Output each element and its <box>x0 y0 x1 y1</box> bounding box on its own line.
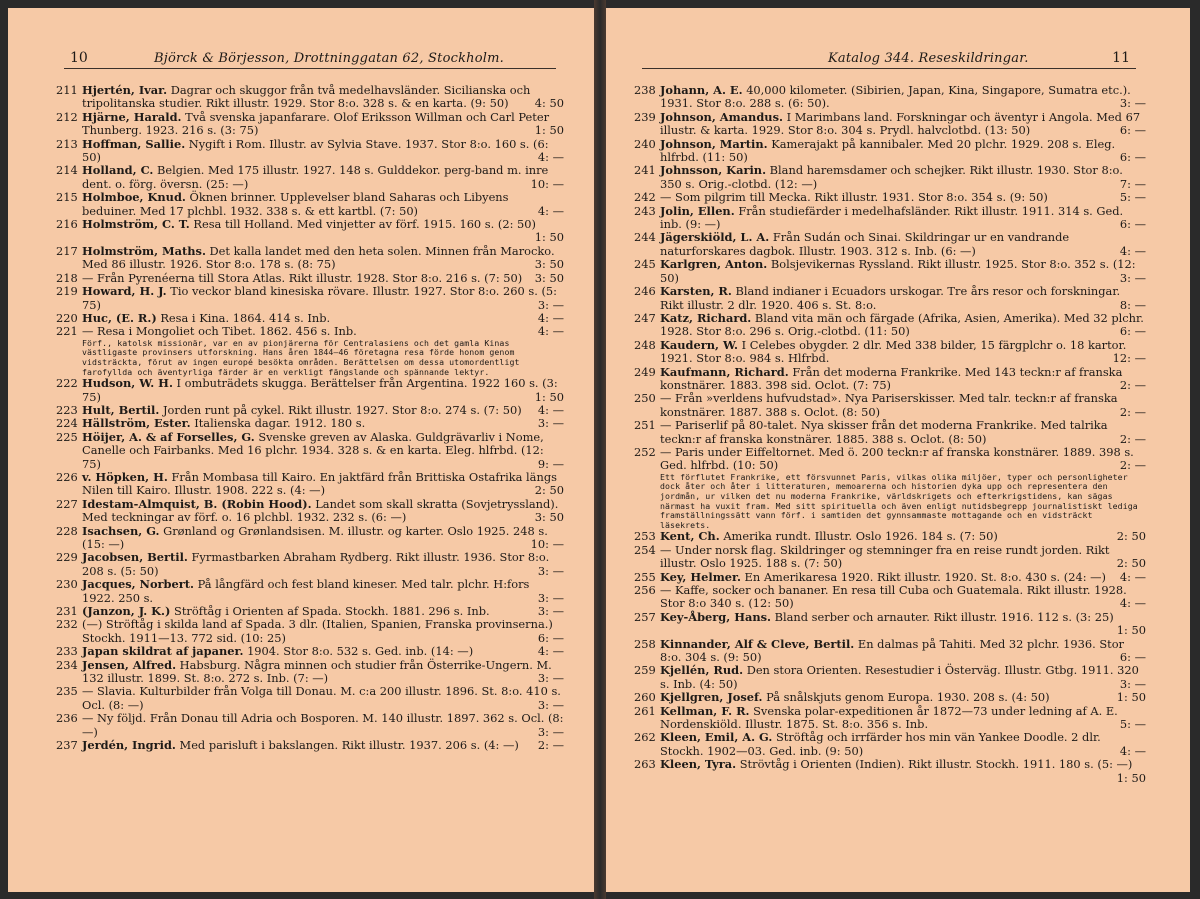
entry-description: Resa i Kina. 1864. 414 s. Inb. <box>160 310 331 325</box>
entry-number: 237 <box>56 738 78 753</box>
entry-price: 4: — <box>537 150 564 165</box>
entry-description: Amerika rundt. Illustr. Oslo 1926. 184 s. (7: 50) <box>723 529 998 544</box>
catalog-entry <box>56 325 564 338</box>
entry-description: Tio veckor bland kinesiska rövare. Illustr. 1927. Stor 8:o. 260 s. (5: 75) <box>82 284 558 312</box>
entry-price: 2: — <box>1119 458 1146 473</box>
entry-author: v. Höpken, H. <box>82 469 168 484</box>
entry-description: I ombuträdets skugga. Berättelser från Argentina. 1922 160 s. (3: 75) <box>82 376 558 404</box>
catalog-entry <box>56 84 564 111</box>
catalog-entry <box>56 191 564 218</box>
entry-price: 3: — <box>537 724 564 739</box>
entry-description: — Som pilgrim till Mecka. Rikt illustr. 1931. Stor 8:o. 354 s. (9: 50) <box>660 190 1048 205</box>
entry-description: Landet som skall skratta (Sovjetryssland). Med teckningar av förf. o. 16 plchbl. 1932. 232 s. (6: —) <box>82 496 559 525</box>
catalog-entry <box>56 525 564 552</box>
entry-price: 3: — <box>537 590 564 605</box>
entry-author: (Janzon, J. K.) <box>82 604 171 618</box>
entry-description: Svenska polar-expeditionen år 1872—73 under ledning af A. E. Nordenskiöld. Illustr. 1875. St. 8:o. 356 s. Inb. <box>660 703 1118 732</box>
entry-description: — Ny följd. Från Donau till Adria och Bosporen. M. 140 illustr. 1897. 362 s. Ocl. (8: —) <box>82 711 564 739</box>
entry-number: 234 <box>56 657 78 672</box>
entry-number: 225 <box>56 429 78 444</box>
left-page-header <box>64 48 556 69</box>
entry-author: Karsten, R. <box>660 284 732 299</box>
entry-description: På långfärd och fest bland kineser. Med talr. plchr. H:fors 1922. 250 s. <box>82 577 530 605</box>
catalog-entry <box>56 272 564 285</box>
entry-number: 215 <box>56 190 78 205</box>
entry-price: 1: 50 <box>1116 770 1146 785</box>
entry-price: 3: — <box>537 297 564 312</box>
entry-number: 217 <box>56 243 78 258</box>
entry-price: 4: — <box>1119 243 1146 258</box>
entry-description: Resa till Holland. Med vinjetter av förf. 1915. 160 s. (2: 50) <box>193 217 536 232</box>
entry-author: Japan skildrat af japaner. <box>82 644 244 659</box>
entry-price: 5: — <box>1119 190 1146 205</box>
entry-author: Howard, H. J. <box>82 284 167 299</box>
entry-number: 221 <box>56 324 78 339</box>
entry-price: 2: — <box>1119 431 1146 446</box>
catalog-entry <box>634 392 1146 419</box>
entry-description: Jorden runt på cykel. Rikt illustr. 1927. Stor 8:o. 274 s. (7: 50) <box>162 402 522 417</box>
entry-price: 4: — <box>1119 569 1146 584</box>
entry-number: 249 <box>634 364 656 379</box>
entry-number: 214 <box>56 163 78 178</box>
entry-price: 12: — <box>1112 351 1146 366</box>
entry-price: 6: — <box>1119 123 1146 138</box>
catalog-entry <box>56 377 564 404</box>
running-head: Björck & Börjesson, Drottninggatan 62, Stockholm. <box>154 51 504 66</box>
entry-author: Kaufmann, Richard. <box>660 364 789 379</box>
entry-description: Bland indianer i Ecuadors urskogar. Tre års resor och forskningar. Rikt illustr. 2 dlr. 1920. 406 s. St. 8:o. <box>660 284 1121 312</box>
entry-price: 9: — <box>537 456 564 471</box>
catalog-entry <box>634 258 1146 285</box>
book-gutter <box>594 0 606 899</box>
entry-description: Med parisluft i bakslangen. Rikt illustr. 1937. 206 s. (4: —) <box>179 738 519 753</box>
entry-description: Kamerajakt på kannibaler. Med 20 plchr. 1929. 208 s. Eleg. hlfrbd. (11: 50) <box>660 136 1116 165</box>
entry-price: 5: — <box>1119 717 1146 732</box>
catalog-entry <box>56 739 564 752</box>
catalog-entry <box>56 471 564 498</box>
entry-price: 2: 50 <box>1116 529 1146 544</box>
entry-number: 256 <box>634 582 656 597</box>
entry-author: Kleen, Tyra. <box>660 757 737 772</box>
catalog-entry <box>634 611 1146 638</box>
entry-price: 6: — <box>1119 650 1146 664</box>
entry-number: 263 <box>634 757 656 772</box>
entry-description: Från Sudán och Sinai. Skildringar ur en vandrande naturforskares dagbok. Illustr. 1903. 312 s. Inb. (6: —) <box>660 230 1070 258</box>
entry-author: Jerdén, Ingrid. <box>82 738 176 753</box>
entry-price: 4: — <box>1119 596 1146 611</box>
entry-author: Holmström, C. T. <box>82 217 190 232</box>
page-number: 10 <box>70 50 88 66</box>
entry-author: Johnson, Martin. <box>660 136 768 151</box>
entry-description: Bland vita män och färgade (Afrika, Asien, Amerika). Med 32 plchr. 1928. Stor 8:o. 296 s. Orig.-clotbd. (11: 50) <box>660 310 1144 339</box>
entry-description: — Från »verldens hufvudstad». Nya Pariserskisser. Med talr. teckn:r af franska konstnärer. 1887. 388 s. Oclot. (8: 50) <box>660 391 1118 419</box>
entry-author: Holmboe, Knud. <box>82 190 186 205</box>
catalog-entry <box>56 431 564 471</box>
entry-price: 2: — <box>1119 377 1146 392</box>
entry-author: Holmström, Maths. <box>82 243 206 258</box>
entry-price: 4: 50 <box>534 96 564 111</box>
entry-list <box>56 84 564 752</box>
entry-author: Hult, Bertil. <box>82 402 160 417</box>
entry-description: 1904. Stor 8:o. 532 s. Ged. inb. (14: —) <box>247 644 474 659</box>
entry-author: Kellman, F. R. <box>660 703 750 718</box>
entry-price: 4: — <box>537 644 564 659</box>
catalog-entry <box>634 191 1146 204</box>
entry-price: 1: 50 <box>1116 690 1146 705</box>
entry-description: På snålskjuts genom Europa. 1930. 208 s. (4: 50) <box>766 690 1050 705</box>
catalog-entry <box>634 111 1146 138</box>
entry-number: 233 <box>56 644 78 659</box>
entry-description: Den stora Orienten. Resestudier i Österväg. Illustr. Gtbg. 1911. 320 s. Inb. (4: 50) <box>660 663 1139 691</box>
entry-author: Isachsen, G. <box>82 523 160 538</box>
entry-number: 211 <box>56 83 78 97</box>
entry-number: 227 <box>56 496 78 511</box>
entry-description: 40,000 kilometer. (Sibirien, Japan, Kina, Singapore, Sumatra etc.). 1931. Stor 8:o. 288 s. (6: 50). <box>660 83 1131 111</box>
entry-author: Jensen, Alfred. <box>82 657 177 672</box>
catalog-entry <box>634 638 1146 665</box>
entry-author: Kjellén, Rud. <box>660 663 744 678</box>
entry-price: 8: — <box>1119 297 1146 312</box>
catalog-entry <box>56 551 564 578</box>
entry-author: Kaudern, W. <box>660 337 738 352</box>
catalog-entry <box>56 498 564 525</box>
catalog-entry <box>56 618 564 645</box>
entry-note: Ett förflutet Frankrike, ett försvunnet Paris, vilkas olika miljöer, typer och personligheter dock åter och åter i litteraturen, memoarerna och historien dyka upp och representera den jordmån, ur vilken det nu moderna Frankrike, världskrigets och efterkrigstidens, kan sägas närmast ha vuxit fram. Med sitt spirituella och även enligt nutidsbegrepp journalistiskt lediga framställningssätt vann förf. i samtiden det gynnsammaste mottagande och en vidsträckt läsekrets. <box>660 471 1138 530</box>
entry-number: 248 <box>634 337 656 352</box>
entry-description: — Under norsk flag. Skildringer og stemninger fra en reise rundt jorden. Rikt illustr. Oslo 1925. 188 s. (7: 50) <box>660 542 1110 571</box>
entry-number: 223 <box>56 402 78 417</box>
entry-description: — Kaffe, socker och bananer. En resa till Cuba och Guatemala. Rikt illustr. 1928. Stor 8:o 340 s. (12: 50) <box>660 582 1127 611</box>
catalog-entry <box>634 339 1146 366</box>
entry-number: 219 <box>56 284 78 299</box>
entry-price: 2: 50 <box>534 483 564 498</box>
catalog-entry <box>634 285 1146 312</box>
right-page-header <box>642 48 1136 69</box>
entry-price: 4: — <box>537 310 564 325</box>
catalog-entry <box>56 312 564 325</box>
entry-price: 4: — <box>1119 743 1146 758</box>
entry-number: 251 <box>634 418 656 433</box>
entry-author: Hällström, Ester. <box>82 416 191 431</box>
entry-price: 3: — <box>1119 676 1146 691</box>
entry-description: Det kalla landet med den heta solen. Minnen från Marocko. Med 86 illustr. 1926. Stor 8:o. 178 s. (8: 75) <box>82 243 555 272</box>
catalog-entry <box>634 84 1146 111</box>
entry-description: Öknen brinner. Upplevelser bland Saharas och Libyens beduiner. Med 17 plchbl. 1932. 338 s. & ett kartbl. (7: 50) <box>82 190 509 218</box>
entry-author: Kjellgren, Josef. <box>660 690 763 705</box>
entry-author: Hjärne, Harald. <box>82 109 182 124</box>
entry-author: Jacobsen, Bertil. <box>82 550 188 565</box>
entry-price: 2: — <box>1119 404 1146 419</box>
catalog-entry <box>56 712 564 739</box>
entry-description: Ströftåg i Orienten af Spada. Stockh. 1881. 296 s. Inb. <box>174 604 490 618</box>
entry-number: 243 <box>634 203 656 218</box>
entry-price: 6: — <box>1119 324 1146 339</box>
catalog-entry <box>56 578 564 605</box>
entry-note: Förf., katolsk missionär, var en av pionjärerna för Centralasiens och det gamla Kinas västligaste provinsers utforskning. Hans åren 1844—46 företagna resa förde honom genom vidsträckta, förut av ingen europé besökta områden. Berättelsen om dessa utomordentligt farofyllda och äventyrliga färder är en verkligt fängslande och spännande lektyr. <box>82 337 520 377</box>
entry-number: 235 <box>56 684 78 699</box>
entry-description: Bland haremsdamer och schejker. Rikt illustr. 1930. Stor 8:o. 350 s. Orig.-clotbd. (12: —) <box>660 163 1123 191</box>
catalog-entry <box>634 584 1146 611</box>
entry-price: 3: — <box>1119 270 1146 285</box>
entry-author: Hoffman, Sallie. <box>82 136 186 151</box>
entry-description: — Från Pyrenéerna till Stora Atlas. Rikt illustr. 1928. Stor 8:o. 216 s. (7: 50) <box>82 270 523 285</box>
entry-author: Huc, (E. R.) <box>82 310 157 325</box>
catalog-entry <box>634 446 1146 473</box>
catalog-entry <box>56 417 564 430</box>
entry-number: 216 <box>56 217 78 232</box>
entry-price: 7: — <box>1119 176 1146 191</box>
left-page <box>8 8 594 892</box>
entry-number: 224 <box>56 416 78 431</box>
entry-description: Ströftåg och irrfärder hos min vän Yankee Doodle. 2 dlr. Stockh. 1902—03. Ged. inb. (9: 50) <box>660 730 1101 758</box>
entry-price: 1: 50 <box>534 123 564 138</box>
entry-number: 231 <box>56 604 78 618</box>
catalog-entry <box>634 664 1146 691</box>
entry-description: Italienska dagar. 1912. 180 s. <box>194 416 366 431</box>
entry-description: Dagrar och skuggor från två medelhavsländer. Sicilianska och tripolitanska studier. Rikt illustr. 1929. Stor 8:o. 328 s. & en karta. (9: 50) <box>82 83 531 111</box>
entry-description: Svenske greven av Alaska. Guldgrävarliv i Nome, Canelle och Fairbanks. Med 16 plchr. 1934. 328 s. & en karta. Eleg. hlfrbd. (12: 75) <box>82 429 544 471</box>
entry-author: Hudson, W. H. <box>82 376 173 391</box>
entry-description: (—) Ströftåg i skilda land af Spada. 3 dlr. (Italien, Spanien, Franska provinserna.) Stockh. 1911—13. 772 sid. (10: 25) <box>82 617 553 645</box>
entry-description: Fyrmastbarken Abraham Rydberg. Rikt illustr. 1936. Stor 8:o. 208 s. (5: 50) <box>82 550 550 578</box>
entry-price: 3: — <box>537 604 564 618</box>
entry-number: 228 <box>56 523 78 538</box>
entry-number: 236 <box>56 711 78 726</box>
entry-price: 4: — <box>537 203 564 218</box>
entry-description: Belgien. Med 175 illustr. 1927. 148 s. Gulddekor. perg-band m. inre dent. o. förg. översn. (25: —) <box>82 163 549 191</box>
entry-description: I Marimbans land. Forskningar och äventyr i Angola. Med 67 illustr. & karta. 1929. Stor 8:o. 304 s. Prydl. halvclotbd. (13: 50) <box>660 109 1141 138</box>
entry-author: Höijer, A. & af Forselles, G. <box>82 429 255 444</box>
running-head: Katalog 344. Reseskildringar. <box>828 51 1029 66</box>
catalog-entry <box>56 645 564 658</box>
entry-description: — Resa i Mongoliet och Tibet. 1862. 456 s. Inb. <box>82 324 357 339</box>
entry-author: Key, Helmer. <box>660 569 741 584</box>
entry-number: 240 <box>634 136 656 151</box>
entry-price: 4: — <box>537 324 564 339</box>
right-page <box>606 8 1190 892</box>
entry-price: 1: 50 <box>1116 623 1146 638</box>
entry-number: 245 <box>634 257 656 272</box>
entry-number: 241 <box>634 163 656 178</box>
entry-author: Karlgren, Anton. <box>660 257 768 272</box>
catalog-entry <box>634 758 1146 785</box>
entry-author: Kleen, Emil, A. G. <box>660 730 773 745</box>
catalog-entry <box>56 285 564 312</box>
entry-number: 222 <box>56 376 78 391</box>
entry-description: Grønland og Grønlandsisen. M. illustr. og karter. Oslo 1925. 248 s. (15: —) <box>82 523 548 551</box>
entry-description: En Amerikaresa 1920. Rikt illustr. 1920. St. 8:o. 430 s. (24: —) <box>744 569 1106 584</box>
entry-price: 3: 50 <box>534 257 564 272</box>
entry-price: 2: — <box>537 738 564 753</box>
entry-price: 3: 50 <box>534 510 564 525</box>
entry-number: 246 <box>634 284 656 299</box>
entry-description: I Celebes obygder. 2 dlr. Med 338 bilder, 15 färgplchr o. 18 kartor. 1921. Stor 8:o. 984 s. Hlfrbd. <box>660 337 1127 366</box>
entry-author: Jägerskiöld, L. A. <box>660 230 770 245</box>
entry-number: 238 <box>634 83 656 97</box>
entry-description: Från det moderna Frankrike. Med 143 teckn:r af franska konstnärer. 1883. 398 sid. Oclot. (7: 75) <box>660 364 1123 392</box>
entry-price: 1: 50 <box>534 230 564 245</box>
entry-number: 254 <box>634 542 656 557</box>
catalog-entry <box>634 571 1146 584</box>
entry-price: 3: 50 <box>534 270 564 285</box>
entry-price: 2: 50 <box>1116 556 1146 571</box>
entry-description: — Slavia. Kulturbilder från Volga till Donau. M. c:a 200 illustr. 1896. St. 8:o. 410 s. Ocl. (8: —) <box>82 684 561 712</box>
entry-number: 261 <box>634 703 656 718</box>
entry-number: 229 <box>56 550 78 565</box>
catalog-entry <box>634 691 1146 704</box>
catalog-entry <box>56 111 564 138</box>
entry-author: Johann, A. E. <box>660 83 743 97</box>
entry-author: Johnsson, Karin. <box>660 163 767 178</box>
entry-price: 3: — <box>537 671 564 686</box>
entry-author: Holland, C. <box>82 163 154 178</box>
entry-description: Nygift i Rom. Illustr. av Sylvia Stave. 1937. Stor 8:o. 160 s. (6: 50) <box>82 136 549 165</box>
entry-price: 3: — <box>537 697 564 712</box>
entry-number: 260 <box>634 690 656 705</box>
catalog-entry <box>56 404 564 417</box>
entry-price: 3: — <box>1119 96 1146 111</box>
catalog-entry <box>634 705 1146 732</box>
entry-price: 10: — <box>530 536 564 551</box>
entry-description: Bland serber och arnauter. Rikt illustr. 1916. 112 s. (3: 25) <box>774 609 1114 624</box>
catalog-entry <box>56 164 564 191</box>
entry-price: 3: — <box>537 563 564 578</box>
entry-author: Kinnander, Alf & Cleve, Bertil. <box>660 636 855 651</box>
catalog-entry <box>634 419 1146 446</box>
entry-number: 218 <box>56 270 78 285</box>
entry-list <box>634 84 1146 785</box>
entry-price: 6: — <box>1119 217 1146 232</box>
catalog-entry <box>634 164 1146 191</box>
entry-description: — Paris under Eiffeltornet. Med ö. 200 teckn:r af franska konstnärer. 1889. 398 s. Ged. hlfrbd. (10: 50) <box>660 444 1134 473</box>
entry-author: Johnson, Amandus. <box>660 109 783 124</box>
entry-author: Jacques, Norbert. <box>82 577 194 592</box>
catalog-entry <box>634 205 1146 232</box>
entry-price: 3: — <box>537 416 564 431</box>
entry-author: Kent, Ch. <box>660 529 720 544</box>
entry-number: 257 <box>634 609 656 624</box>
entry-number: 244 <box>634 230 656 245</box>
entry-number: 250 <box>634 391 656 406</box>
entry-description: — Pariserlif på 80-talet. Nya skisser från det moderna Frankrike. Med talrika teckn:r af franska konstnärer. 1885. 388 s. Oclot. (8: 50) <box>660 418 1108 446</box>
entry-description: Från Mombasa till Kairo. En jaktfärd från Brittiska Ostafrika längs Nilen till Kairo. Illustr. 1908. 222 s. (4: —) <box>82 469 557 498</box>
catalog-entry <box>634 138 1146 165</box>
catalog-entry <box>56 218 564 245</box>
entry-price: 10: — <box>530 176 564 191</box>
entry-price: 1: 50 <box>534 389 564 404</box>
entry-author: Idestam-Almquist, B. (Robin Hood). <box>82 496 312 511</box>
entry-author: Key-Åberg, Hans. <box>660 609 771 624</box>
entry-number: 242 <box>634 190 656 205</box>
entry-description: Habsburg. Några minnen och studier från Österrike-Ungern. M. 132 illustr. 1899. St. 8:o. 272 s. Inb. (7: —) <box>82 657 552 686</box>
entry-price: 6: — <box>537 630 564 645</box>
entry-author: Hjertén, Ivar. <box>82 83 168 97</box>
catalog-entry <box>56 685 564 712</box>
entry-description: Strövtåg i Orienten (Indien). Rikt illustr. Stockh. 1911. 180 s. (5: —) <box>739 757 1133 772</box>
entry-number: 212 <box>56 109 78 124</box>
entry-description: Bolsjevikernas Ryssland. Rikt illustr. 1925. Stor 8:o. 352 s. (12: 50) <box>660 257 1136 285</box>
catalog-entry <box>634 312 1146 339</box>
entry-number: 255 <box>634 569 656 584</box>
entry-price: 6: — <box>1119 150 1146 165</box>
entry-number: 226 <box>56 469 78 484</box>
entry-number: 252 <box>634 444 656 459</box>
catalog-entry <box>634 231 1146 258</box>
catalog-entry <box>56 605 564 618</box>
entry-description: Två svenska japanfarare. Olof Eriksson Willman och Carl Peter Thunberg. 1923. 216 s. (3: 75) <box>82 109 550 138</box>
entry-author: Katz, Richard. <box>660 310 752 325</box>
catalog-entry <box>56 138 564 165</box>
entry-number: 258 <box>634 636 656 651</box>
entry-description: Från studiefärder i medelhafsländer. Rikt illustr. 1911. 314 s. Ged. inb. (9: —) <box>660 203 1124 232</box>
catalog-entry <box>634 530 1146 543</box>
catalog-entry <box>634 544 1146 571</box>
entry-number: 259 <box>634 663 656 678</box>
entry-number: 239 <box>634 109 656 124</box>
entry-price: 4: — <box>537 402 564 417</box>
entry-number: 230 <box>56 577 78 592</box>
catalog-entry <box>634 366 1146 393</box>
page-number: 11 <box>1112 50 1130 66</box>
entry-number: 232 <box>56 617 78 632</box>
catalog-entry <box>56 245 564 272</box>
entry-number: 213 <box>56 136 78 151</box>
entry-number: 253 <box>634 529 656 544</box>
entry-description: En dalmas på Tahiti. Med 32 plchr. 1936. Stor 8:o. 304 s. (9: 50) <box>660 636 1125 664</box>
entry-author: Jolin, Ellen. <box>660 203 735 218</box>
entry-number: 262 <box>634 730 656 745</box>
catalog-entry <box>56 659 564 686</box>
entry-number: 247 <box>634 310 656 325</box>
entry-number: 220 <box>56 310 78 325</box>
catalog-entry <box>634 731 1146 758</box>
